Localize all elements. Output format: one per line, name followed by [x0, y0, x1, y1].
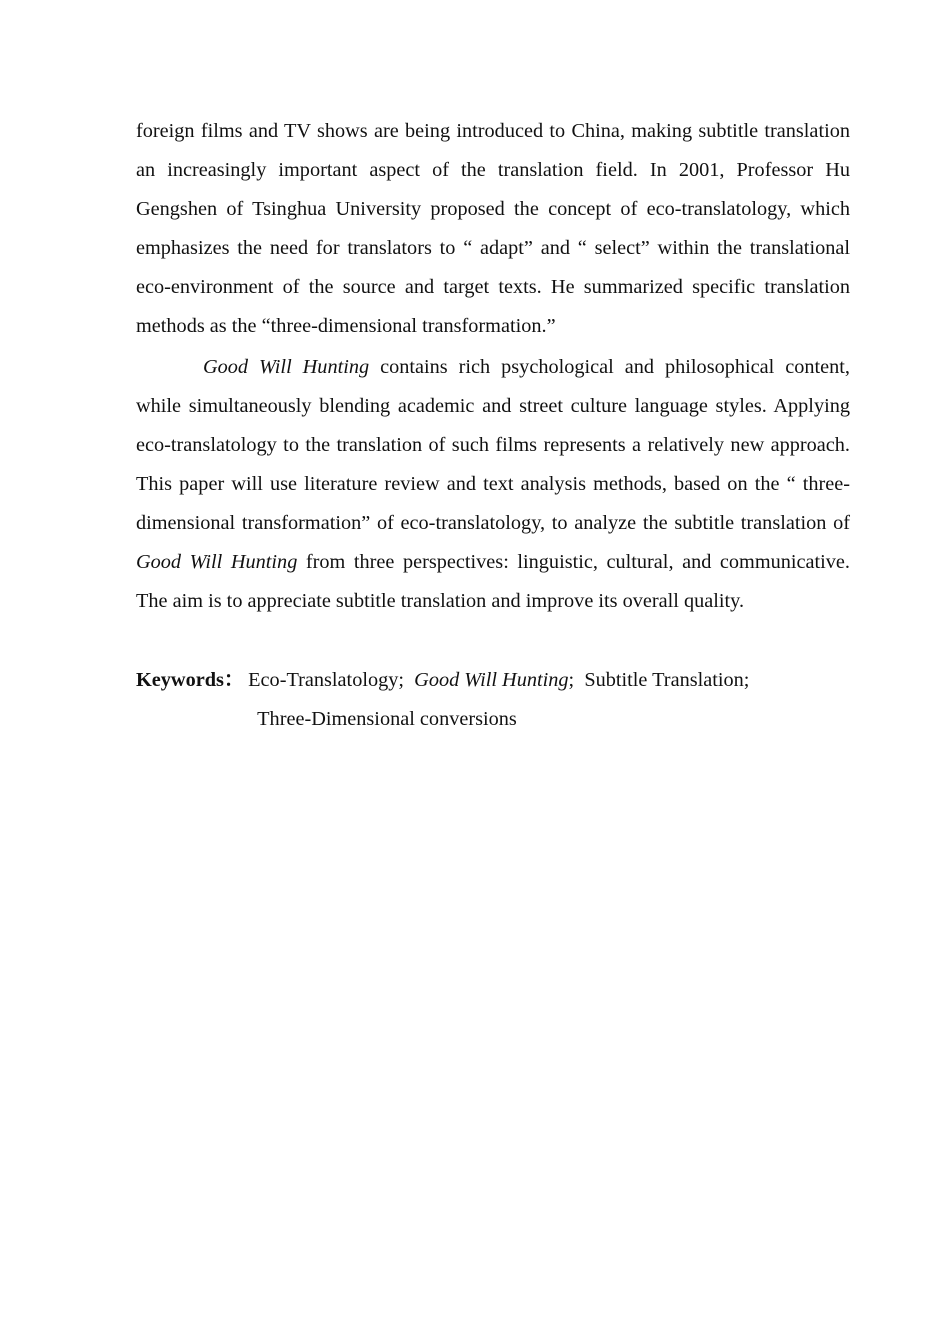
film-title-2: Good Will Hunting	[136, 551, 298, 573]
keyword-item-italic: Good Will Hunting	[414, 669, 569, 691]
paragraph-2-text-b: from three perspectives: linguistic, cultural, and communicative. The aim is to appreciate subtitle translation and improve its overall quality.	[136, 551, 850, 612]
keywords-section	[136, 661, 850, 739]
paragraph-2-text-a: contains rich psychological and philosophical content, while simultaneously blending academic and street culture language styles. Applying eco-translatology to the translation of such films represents a relatively new approach. This paper will use literature review and text analysis methods, based on the “ three-dimensional transformation” of eco-translatology, to analyze the subtitle translation of	[136, 356, 851, 534]
keyword-item: Subtitle Translation;	[584, 669, 750, 691]
keyword-separator: ;	[568, 669, 575, 691]
keywords-list	[244, 661, 749, 739]
document-page	[136, 112, 850, 739]
keywords-line-2	[244, 700, 749, 739]
keywords-label: Keywords：	[136, 669, 245, 691]
keyword-item: Eco-Translatology;	[248, 669, 405, 691]
film-title: Good Will Hunting	[203, 356, 370, 378]
keyword-item: Three-Dimensional conversions	[257, 708, 517, 730]
abstract-paragraph-1: foreign films and TV shows are being introduced to China, making subtitle translation an increasingly important aspect of the translation field. In 2001, Professor Hu Gengshen of Tsinghua University proposed the concept of eco-translatology, which emphasizes the need for translators to “ adapt” and “ select” within the translational eco-environment of the source and target texts. He summarized specific translation methods as the “three-dimensional transformation.”	[136, 120, 850, 337]
abstract-paragraph-2	[136, 348, 850, 621]
keywords-line-1	[244, 661, 749, 700]
